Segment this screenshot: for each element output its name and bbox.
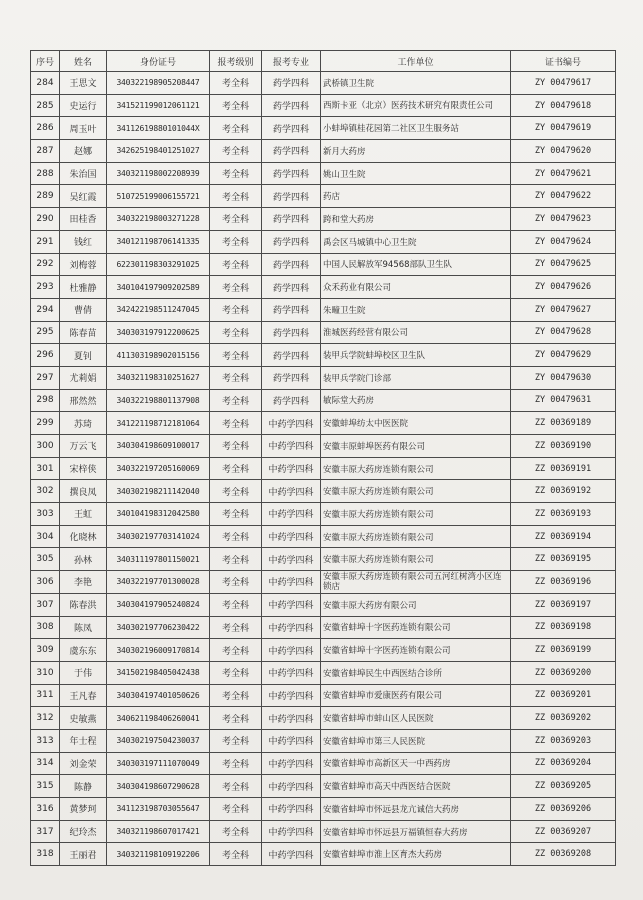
serial-cell: 309	[31, 639, 60, 662]
exam-level-cell: 考全科	[210, 389, 262, 412]
certificate-number-cell: ZZ 00369189	[511, 412, 616, 435]
certificate-number-cell: ZY 00479628	[511, 321, 616, 344]
certificate-number-cell: ZY 00479625	[511, 253, 616, 276]
exam-major-cell: 中药学四科	[262, 412, 321, 435]
exam-level-cell: 考全科	[210, 616, 262, 639]
id-number-cell: 340621198406260041	[107, 707, 210, 730]
name-cell: 朱治国	[60, 162, 107, 185]
serial-cell: 302	[31, 480, 60, 503]
serial-cell: 312	[31, 707, 60, 730]
table-row	[31, 571, 616, 594]
name-cell: 撰良凤	[60, 480, 107, 503]
serial-cell: 314	[31, 752, 60, 775]
table-row	[31, 72, 616, 95]
name-cell: 田桂香	[60, 208, 107, 231]
exam-major-cell: 中药学四科	[262, 684, 321, 707]
name-cell: 年士程	[60, 729, 107, 752]
work-unit-cell: 安徽蚌埠纺太中医医院	[321, 412, 511, 435]
table-row	[31, 820, 616, 843]
serial-cell: 291	[31, 230, 60, 253]
name-cell: 赵娜	[60, 140, 107, 163]
serial-cell: 293	[31, 276, 60, 299]
exam-level-cell: 考全科	[210, 94, 262, 117]
table-row	[31, 593, 616, 616]
id-number-cell: 341123198703055647	[107, 798, 210, 821]
name-cell: 孙林	[60, 548, 107, 571]
exam-level-cell: 考全科	[210, 435, 262, 458]
exam-level-cell: 考全科	[210, 457, 262, 480]
exam-major-cell: 药学四科	[262, 208, 321, 231]
work-unit-cell: 药店	[321, 185, 511, 208]
id-number-cell: 340303197111070049	[107, 752, 210, 775]
serial-cell: 306	[31, 571, 60, 594]
certificate-number-cell: ZY 00479629	[511, 344, 616, 367]
name-cell: 陈凤	[60, 616, 107, 639]
certificate-number-cell: ZZ 00369205	[511, 775, 616, 798]
exam-level-cell: 考全科	[210, 276, 262, 299]
certificate-number-cell: ZZ 00369202	[511, 707, 616, 730]
work-unit-cell: 装甲兵学院门诊部	[321, 366, 511, 389]
table-row	[31, 639, 616, 662]
work-unit-cell: 安徽丰原大药房连锁有限公司	[321, 548, 511, 571]
name-cell: 虞东东	[60, 639, 107, 662]
name-cell: 史敏燕	[60, 707, 107, 730]
table-row	[31, 729, 616, 752]
name-cell: 陈春苗	[60, 321, 107, 344]
table-row	[31, 389, 616, 412]
exam-major-cell: 中药学四科	[262, 571, 321, 594]
exam-level-cell: 考全科	[210, 344, 262, 367]
name-cell: 刘金荣	[60, 752, 107, 775]
id-number-cell: 340304198607290628	[107, 775, 210, 798]
serial-cell: 295	[31, 321, 60, 344]
exam-level-cell: 考全科	[210, 298, 262, 321]
work-unit-cell: 朱疃卫生院	[321, 298, 511, 321]
header-work-unit: 工作单位	[321, 51, 511, 72]
header-exam-level: 报考级别	[210, 51, 262, 72]
serial-cell: 298	[31, 389, 60, 412]
work-unit-cell: 安徽丰原大药房连锁有限公司	[321, 457, 511, 480]
id-number-cell: 340322197205160069	[107, 457, 210, 480]
table-row	[31, 525, 616, 548]
serial-cell: 294	[31, 298, 60, 321]
serial-cell: 296	[31, 344, 60, 367]
work-unit-cell: 安徽丰原大药房连锁有限公司五河红树湾小区连锁店	[321, 571, 511, 594]
name-cell: 苏琦	[60, 412, 107, 435]
id-number-cell: 340311197801150021	[107, 548, 210, 571]
name-cell: 吴红霞	[60, 185, 107, 208]
work-unit-cell: 安徽丰原大药房连锁有限公司	[321, 503, 511, 526]
work-unit-cell: 安徽省蚌埠市高新区天一中西药房	[321, 752, 511, 775]
exam-major-cell: 中药学四科	[262, 661, 321, 684]
exam-major-cell: 药学四科	[262, 276, 321, 299]
exam-major-cell: 中药学四科	[262, 435, 321, 458]
exam-major-cell: 中药学四科	[262, 729, 321, 752]
certificate-number-cell: ZZ 00369201	[511, 684, 616, 707]
header-name: 姓名	[60, 51, 107, 72]
exam-level-cell: 考全科	[210, 752, 262, 775]
certificate-number-cell: ZZ 00369195	[511, 548, 616, 571]
table-row	[31, 843, 616, 866]
id-number-cell: 411303198902015156	[107, 344, 210, 367]
work-unit-cell: 敏际堂大药房	[321, 389, 511, 412]
header-serial: 序号	[31, 51, 60, 72]
table-row	[31, 94, 616, 117]
certificate-number-cell: ZZ 00369203	[511, 729, 616, 752]
work-unit-cell: 武桥镇卫生院	[321, 72, 511, 95]
exam-major-cell: 药学四科	[262, 253, 321, 276]
table-row	[31, 298, 616, 321]
exam-major-cell: 中药学四科	[262, 457, 321, 480]
id-number-cell: 340121198706141335	[107, 230, 210, 253]
id-number-cell: 340322198003271228	[107, 208, 210, 231]
id-number-cell: 340302197504230037	[107, 729, 210, 752]
table-row	[31, 457, 616, 480]
serial-cell: 288	[31, 162, 60, 185]
exam-level-cell: 考全科	[210, 707, 262, 730]
id-number-cell: 342422198511247045	[107, 298, 210, 321]
table-row	[31, 480, 616, 503]
id-number-cell: 341221198712181064	[107, 412, 210, 435]
work-unit-cell: 新月大药房	[321, 140, 511, 163]
certificate-number-cell: ZY 00479618	[511, 94, 616, 117]
table-row	[31, 616, 616, 639]
id-number-cell: 622301198303291025	[107, 253, 210, 276]
exam-major-cell: 中药学四科	[262, 525, 321, 548]
name-cell: 王虹	[60, 503, 107, 526]
serial-cell: 284	[31, 72, 60, 95]
id-number-cell: 340321198310251627	[107, 366, 210, 389]
exam-major-cell: 药学四科	[262, 162, 321, 185]
exam-major-cell: 中药学四科	[262, 548, 321, 571]
work-unit-cell: 西斯卡亚（北京）医药技术研究有限责任公司	[321, 94, 511, 117]
exam-major-cell: 药学四科	[262, 185, 321, 208]
certificate-number-cell: ZY 00479619	[511, 117, 616, 140]
work-unit-cell: 安徽丰原大药房连锁有限公司	[321, 525, 511, 548]
exam-level-cell: 考全科	[210, 661, 262, 684]
exam-level-cell: 考全科	[210, 117, 262, 140]
table-row	[31, 140, 616, 163]
table-row	[31, 208, 616, 231]
exam-level-cell: 考全科	[210, 775, 262, 798]
serial-cell: 311	[31, 684, 60, 707]
table-row	[31, 798, 616, 821]
name-cell: 化晓林	[60, 525, 107, 548]
header-certificate-number: 证书编号	[511, 51, 616, 72]
exam-major-cell: 药学四科	[262, 344, 321, 367]
work-unit-cell: 安徽省蚌埠市怀远县龙亢诚信大药房	[321, 798, 511, 821]
exam-level-cell: 考全科	[210, 253, 262, 276]
serial-cell: 301	[31, 457, 60, 480]
serial-cell: 303	[31, 503, 60, 526]
id-number-cell: 340322198905208447	[107, 72, 210, 95]
name-cell: 邢然然	[60, 389, 107, 412]
certificate-number-cell: ZZ 00369206	[511, 798, 616, 821]
work-unit-cell: 安徽省蚌埠市蚌山区人民医院	[321, 707, 511, 730]
serial-cell: 305	[31, 548, 60, 571]
exam-level-cell: 考全科	[210, 140, 262, 163]
certificate-number-cell: ZZ 00369191	[511, 457, 616, 480]
name-cell: 纪玲杰	[60, 820, 107, 843]
exam-major-cell: 中药学四科	[262, 639, 321, 662]
exam-level-cell: 考全科	[210, 480, 262, 503]
certificate-number-cell: ZZ 00369197	[511, 593, 616, 616]
work-unit-cell: 姚山卫生院	[321, 162, 511, 185]
certificate-number-cell: ZZ 00369204	[511, 752, 616, 775]
serial-cell: 287	[31, 140, 60, 163]
exam-level-cell: 考全科	[210, 72, 262, 95]
exam-level-cell: 考全科	[210, 230, 262, 253]
name-cell: 史运行	[60, 94, 107, 117]
id-number-cell: 341502198405042438	[107, 661, 210, 684]
exam-level-cell: 考全科	[210, 729, 262, 752]
name-cell: 刘梅蓉	[60, 253, 107, 276]
table-row	[31, 253, 616, 276]
exam-major-cell: 药学四科	[262, 117, 321, 140]
exam-major-cell: 中药学四科	[262, 707, 321, 730]
certificate-number-cell: ZY 00479623	[511, 208, 616, 231]
exam-level-cell: 考全科	[210, 412, 262, 435]
serial-cell: 300	[31, 435, 60, 458]
name-cell: 陈静	[60, 775, 107, 798]
serial-cell: 304	[31, 525, 60, 548]
certificate-number-cell: ZY 00479626	[511, 276, 616, 299]
id-number-cell: 340321198002208939	[107, 162, 210, 185]
name-cell: 曹倩	[60, 298, 107, 321]
id-number-cell: 340104197909202589	[107, 276, 210, 299]
header-id-number: 身份证号	[107, 51, 210, 72]
id-number-cell: 340304197905240824	[107, 593, 210, 616]
table-row	[31, 707, 616, 730]
table-row	[31, 321, 616, 344]
table-row	[31, 775, 616, 798]
certificate-number-cell: ZZ 00369193	[511, 503, 616, 526]
id-number-cell: 340304197401050626	[107, 684, 210, 707]
certificate-number-cell: ZY 00479617	[511, 72, 616, 95]
serial-cell: 318	[31, 843, 60, 866]
id-number-cell: 340104198312042580	[107, 503, 210, 526]
exam-major-cell: 药学四科	[262, 230, 321, 253]
exam-major-cell: 中药学四科	[262, 752, 321, 775]
serial-cell: 299	[31, 412, 60, 435]
exam-level-cell: 考全科	[210, 820, 262, 843]
certificate-number-cell: ZZ 00369198	[511, 616, 616, 639]
exam-level-cell: 考全科	[210, 208, 262, 231]
exam-level-cell: 考全科	[210, 525, 262, 548]
work-unit-cell: 安徽省蚌埠十字医药连锁有限公司	[321, 616, 511, 639]
name-cell: 尤莉娟	[60, 366, 107, 389]
id-number-cell: 341521199012061121	[107, 94, 210, 117]
certificate-number-cell: ZZ 00369190	[511, 435, 616, 458]
serial-cell: 315	[31, 775, 60, 798]
work-unit-cell: 安徽省蚌埠市高天中西医结合医院	[321, 775, 511, 798]
work-unit-cell: 安徽省蚌埠市第三人民医院	[321, 729, 511, 752]
certificate-number-cell: ZY 00479621	[511, 162, 616, 185]
table-row	[31, 366, 616, 389]
serial-cell: 290	[31, 208, 60, 231]
exam-major-cell: 药学四科	[262, 94, 321, 117]
table-row	[31, 276, 616, 299]
exam-major-cell: 药学四科	[262, 389, 321, 412]
id-number-cell: 340303197912200625	[107, 321, 210, 344]
name-cell: 王凡春	[60, 684, 107, 707]
exam-major-cell: 药学四科	[262, 72, 321, 95]
exam-level-cell: 考全科	[210, 571, 262, 594]
exam-major-cell: 中药学四科	[262, 843, 321, 866]
exam-level-cell: 考全科	[210, 548, 262, 571]
exam-major-cell: 药学四科	[262, 298, 321, 321]
id-number-cell: 34112619880101044X	[107, 117, 210, 140]
work-unit-cell: 淮城医药经营有限公司	[321, 321, 511, 344]
id-number-cell: 340304198609100017	[107, 435, 210, 458]
serial-cell: 297	[31, 366, 60, 389]
table-row	[31, 548, 616, 571]
name-cell: 杜雅静	[60, 276, 107, 299]
table-header-row	[31, 51, 616, 72]
exam-major-cell: 药学四科	[262, 140, 321, 163]
id-number-cell: 340302197703141024	[107, 525, 210, 548]
exam-major-cell: 药学四科	[262, 366, 321, 389]
id-number-cell: 340322198801137908	[107, 389, 210, 412]
name-cell: 于伟	[60, 661, 107, 684]
certificate-number-cell: ZZ 00369196	[511, 571, 616, 594]
name-cell: 陈春洪	[60, 593, 107, 616]
serial-cell: 286	[31, 117, 60, 140]
serial-cell: 316	[31, 798, 60, 821]
exam-major-cell: 中药学四科	[262, 616, 321, 639]
exam-major-cell: 中药学四科	[262, 503, 321, 526]
serial-cell: 313	[31, 729, 60, 752]
table-row	[31, 752, 616, 775]
serial-cell: 307	[31, 593, 60, 616]
work-unit-cell: 禹会区马城镇中心卫生院	[321, 230, 511, 253]
exam-level-cell: 考全科	[210, 684, 262, 707]
work-unit-cell: 装甲兵学院蚌埠校区卫生队	[321, 344, 511, 367]
certificate-table	[30, 50, 616, 866]
name-cell: 王丽君	[60, 843, 107, 866]
name-cell: 黄梦珂	[60, 798, 107, 821]
work-unit-cell: 安徽丰原蚌埠医药有限公司	[321, 435, 511, 458]
work-unit-cell: 安徽省蚌埠市怀远县万福镇恒春大药房	[321, 820, 511, 843]
name-cell: 夏钊	[60, 344, 107, 367]
table-row	[31, 435, 616, 458]
id-number-cell: 340321198109192206	[107, 843, 210, 866]
exam-level-cell: 考全科	[210, 366, 262, 389]
exam-level-cell: 考全科	[210, 321, 262, 344]
certificate-number-cell: ZZ 00369199	[511, 639, 616, 662]
exam-major-cell: 中药学四科	[262, 798, 321, 821]
serial-cell: 285	[31, 94, 60, 117]
name-cell: 宋梓侠	[60, 457, 107, 480]
id-number-cell: 510725199006155721	[107, 185, 210, 208]
exam-level-cell: 考全科	[210, 798, 262, 821]
table-row	[31, 230, 616, 253]
work-unit-cell: 众禾药业有限公司	[321, 276, 511, 299]
certificate-number-cell: ZZ 00369192	[511, 480, 616, 503]
serial-cell: 310	[31, 661, 60, 684]
certificate-number-cell: ZY 00479622	[511, 185, 616, 208]
work-unit-cell: 安徽省蚌埠十字医药连锁有限公司	[321, 639, 511, 662]
table-row	[31, 344, 616, 367]
id-number-cell: 340321198607017421	[107, 820, 210, 843]
exam-level-cell: 考全科	[210, 639, 262, 662]
table-row	[31, 185, 616, 208]
certificate-number-cell: ZZ 00369208	[511, 843, 616, 866]
serial-cell: 308	[31, 616, 60, 639]
table-row	[31, 412, 616, 435]
table-row	[31, 117, 616, 140]
name-cell: 万云飞	[60, 435, 107, 458]
table-row	[31, 661, 616, 684]
id-number-cell: 340322197701300028	[107, 571, 210, 594]
work-unit-cell: 安徽省蚌埠市淮上区育杰大药房	[321, 843, 511, 866]
certificate-number-cell: ZY 00479627	[511, 298, 616, 321]
name-cell: 钱红	[60, 230, 107, 253]
exam-major-cell: 中药学四科	[262, 593, 321, 616]
serial-cell: 289	[31, 185, 60, 208]
exam-level-cell: 考全科	[210, 185, 262, 208]
id-number-cell: 342625198401251027	[107, 140, 210, 163]
table-row	[31, 162, 616, 185]
serial-cell: 317	[31, 820, 60, 843]
exam-major-cell: 中药学四科	[262, 820, 321, 843]
table-row	[31, 503, 616, 526]
work-unit-cell: 安徽省蚌埠市爱康医药有限公司	[321, 684, 511, 707]
id-number-cell: 340302198211142040	[107, 480, 210, 503]
certificate-number-cell: ZY 00479620	[511, 140, 616, 163]
work-unit-cell: 中国人民解放军94568部队卫生队	[321, 253, 511, 276]
certificate-number-cell: ZZ 00369207	[511, 820, 616, 843]
id-number-cell: 340302197706230422	[107, 616, 210, 639]
work-unit-cell: 跨和堂大药房	[321, 208, 511, 231]
work-unit-cell: 安徽丰原大药房连锁有限公司	[321, 480, 511, 503]
name-cell: 周玉叶	[60, 117, 107, 140]
name-cell: 李艳	[60, 571, 107, 594]
table-row	[31, 684, 616, 707]
certificate-number-cell: ZY 00479624	[511, 230, 616, 253]
certificate-number-cell: ZZ 00369200	[511, 661, 616, 684]
exam-major-cell: 药学四科	[262, 321, 321, 344]
work-unit-cell: 小蚌埠镇桂花园第二社区卫生服务站	[321, 117, 511, 140]
exam-level-cell: 考全科	[210, 843, 262, 866]
header-exam-major: 报考专业	[262, 51, 321, 72]
work-unit-cell: 安徽省蚌埠民生中西医结合诊所	[321, 661, 511, 684]
name-cell: 王思文	[60, 72, 107, 95]
certificate-number-cell: ZZ 00369194	[511, 525, 616, 548]
certificate-number-cell: ZY 00479631	[511, 389, 616, 412]
certificate-number-cell: ZY 00479630	[511, 366, 616, 389]
exam-level-cell: 考全科	[210, 503, 262, 526]
id-number-cell: 340302196009170814	[107, 639, 210, 662]
work-unit-cell: 安徽丰原大药房有限公司	[321, 593, 511, 616]
exam-level-cell: 考全科	[210, 593, 262, 616]
exam-major-cell: 中药学四科	[262, 775, 321, 798]
serial-cell: 292	[31, 253, 60, 276]
exam-major-cell: 中药学四科	[262, 480, 321, 503]
exam-level-cell: 考全科	[210, 162, 262, 185]
